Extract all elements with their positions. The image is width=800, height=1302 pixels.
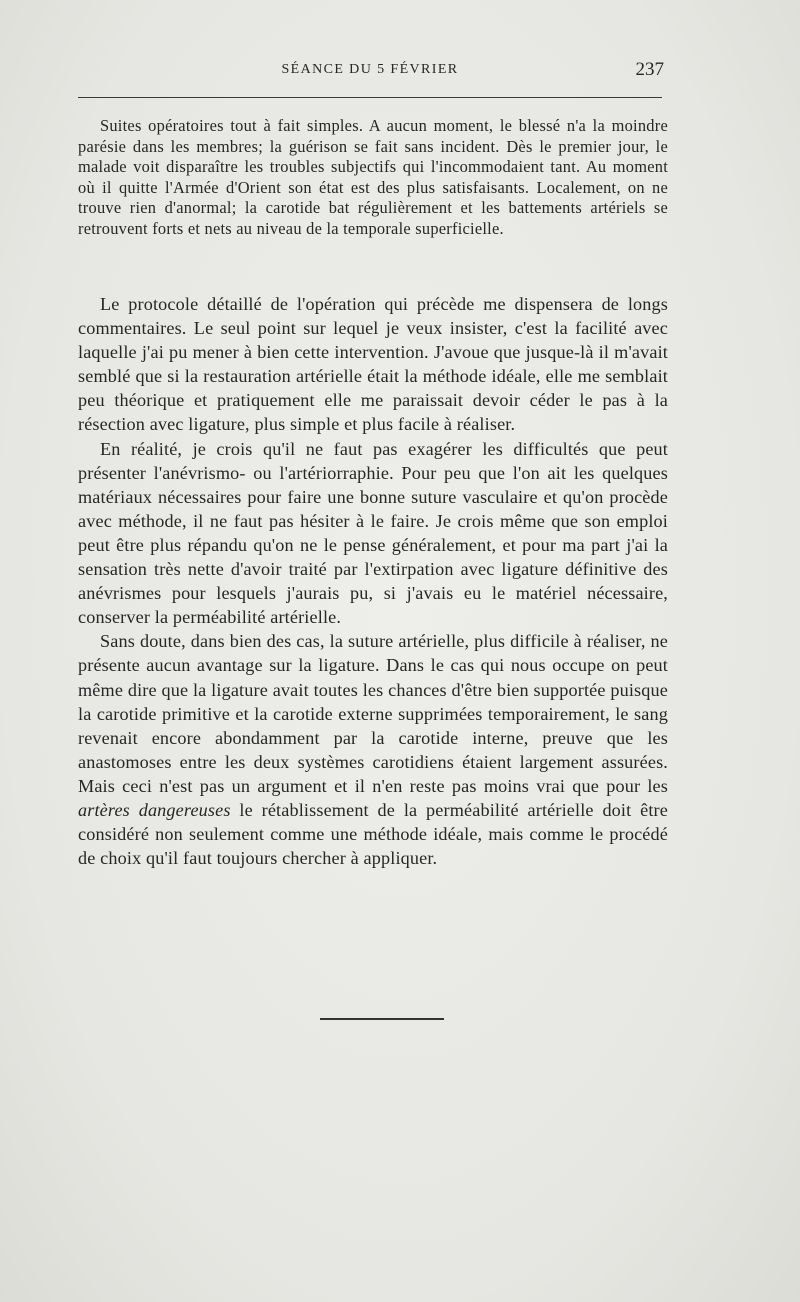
end-rule [320,1018,444,1020]
main-text [78,292,668,870]
paragraph-2: Le protocole détaillé de l'opération qui précède me dispensera de longs commentaires. Le seul point sur lequel je veux insister, c'est la facilité avec laquelle j'ai pu mener à bien cette intervention. J'avoue que jusque-là il m'avait semblé que si la restauration artérielle était la méthode idéale, elle me semblait peu théorique et pratiquement elle me paraissait devoir céder le pas à la résection avec ligature, plus simple et plus facile à réaliser. [78,294,668,435]
page-number: 237 [635,59,664,80]
paragraph-4-text-a: Sans doute, dans bien des cas, la suture artérielle, plus difficile à réaliser, ne présente aucun avantage sur la ligature. Dans le cas qui nous occupe on peut même dire que la ligature avait toutes les chances d'être bien supportée puisque la carotide primitive et la carotide externe supprimées temporairement, le sang revenait encore abondamment par la carotide interne, preuve que les anastomoses entre les deux systèmes carotidiens étaient largement assurées. Mais ceci n'est pas un argument et il n'en reste pas moins vrai que pour les [78,631,668,796]
header-rule [78,97,662,98]
paragraph-3: En réalité, je crois qu'il ne faut pas exagérer les difficultés que peut présenter l'anévrismo- ou l'artériorraphie. Pour peu que l'on ait les quelques matériaux nécessaires pour faire une bonne suture vasculaire et qu'on procède avec méthode, il ne faut pas hésiter à le faire. Je crois même que son emploi peut être plus répandu qu'on ne le pense généralement, et pour ma part j'ai la sensation très nette d'avoir traité par l'extirpation avec ligature définitive des anévrismes pour lesquels j'aurais pu, si j'avais eu le matériel nécessaire, conserver la perméabilité artérielle. [78,438,668,628]
paragraph-4 [78,629,668,870]
italic-phrase: artères dangereuses [78,799,231,820]
paragraph-1: Suites opératoires tout à fait simples. A aucun moment, le blessé n'a la moindre parésie dans les membres; la guérison se fait sans incident. Dès le premier jour, le malade voit disparaître les troubles subjectifs qui l'incommodaient tant. Au moment où il quitte l'Armée d'Orient son état est des plus satisfaisants. Localement, on ne trouve rien d'anormal; la carotide bat régulièrement et les battements artériels se retrouvent forts et nets au niveau de la temporale superficielle. [78,116,668,238]
case-report-paragraph [78,116,668,239]
page-header [78,60,662,84]
paragraph-4-text-b: le rétablissement de la perméabilité artérielle doit être considéré non seulement comme une méthode idéale, mais comme le procédé de choix qu'il faut toujours chercher à appliquer. [78,799,668,869]
running-head: SÉANCE DU 5 FÉVRIER [281,62,459,77]
